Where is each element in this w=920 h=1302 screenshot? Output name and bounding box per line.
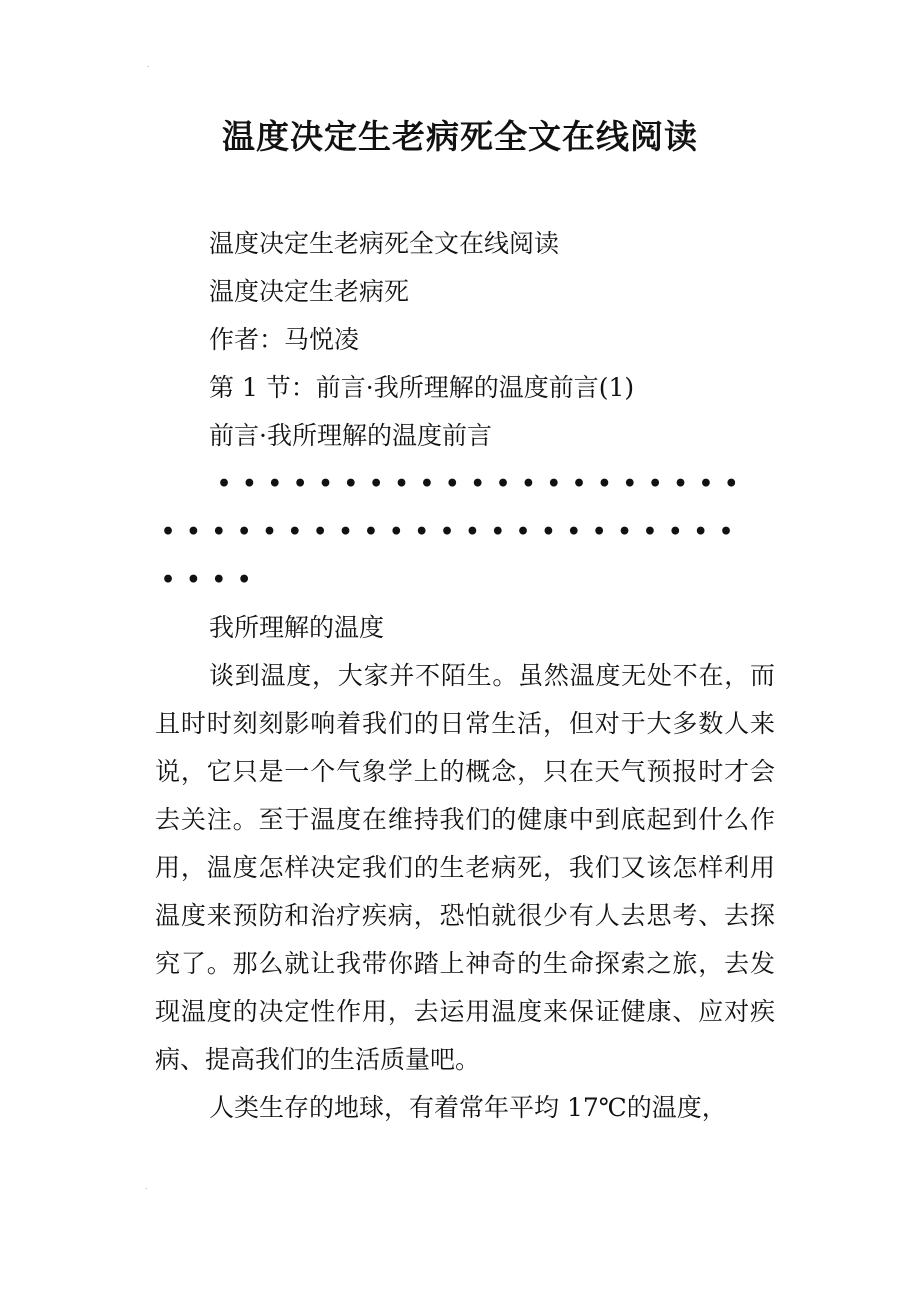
document-title: 温度决定生老病死全文在线阅读 [222,117,698,156]
dot-separator-row: ••••••••••••••••••••••• [161,519,745,545]
header-line: 温度决定生老病死全文在线阅读 [209,229,560,258]
body-paragraph: 人类生存的地球，有着常年平均 17℃的温度， [209,1093,727,1122]
book-title-line: 温度决定生老病死 [209,277,410,306]
section-line: 第 1 节：前言·我所理解的温度前言(1) [209,373,635,402]
section-heading: 我所理解的温度 [209,613,385,642]
author-line: 作者：马悦凌 [209,325,360,354]
corner-crop-mark: ˙ [144,1188,149,1198]
corner-crop-mark: ˙ [146,66,151,76]
body-paragraph: 谈到温度，大家并不陌生。虽然温度无处不在，而且时时刻刻影响着我们的日常生活，但对于大多数人来说，它只是一个气象学上的概念，只在天气预报时才会去关注。至于温度在维持我们的健康中到底起到什么作用，温度怎样决定我们的生老病死，我们又该怎样利用温度来预防和治疗疾病，恐怕就很少有人去思考、去探究了。那么就让我带你踏上神奇的生命探索之旅，去发现温度的决定性作用，去运用温度来保证健康、应对疾病、提高我们的生活质量吧。 [155,661,775,1074]
preface-line: 前言·我所理解的温度前言 [209,421,492,450]
dot-separator-row: •••• [161,567,263,593]
dot-separator-row: ••••••••••••••••••••• [217,471,750,497]
document-body [155,220,775,1132]
